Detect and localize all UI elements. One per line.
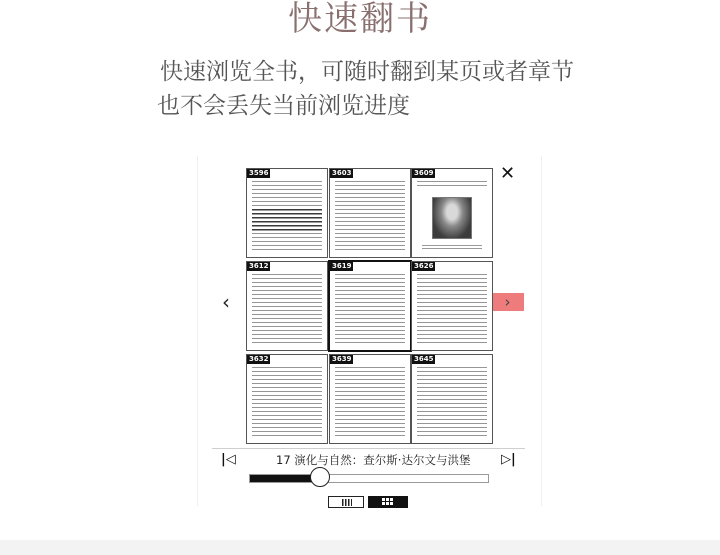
next-page-button[interactable]	[491, 293, 524, 311]
list-view-icon	[342, 499, 352, 506]
page-number: 3596	[249, 169, 269, 177]
highlighted-text	[252, 209, 322, 231]
page-thumbnail[interactable]	[411, 354, 493, 444]
page-thumbnail[interactable]	[246, 354, 328, 444]
progress-slider-handle[interactable]	[310, 467, 330, 487]
page-thumbnail[interactable]	[411, 261, 493, 351]
page-thumbnail[interactable]	[246, 261, 328, 351]
page-thumbnail[interactable]	[329, 168, 411, 258]
page-text-lines	[335, 181, 405, 253]
page-number: 3632	[249, 355, 269, 363]
skip-to-last-icon[interactable]: ▷|	[501, 452, 516, 467]
subtitle-line-1: 快速浏览全书，可随时翻到某页或者章节	[160, 59, 574, 85]
grid-view-button[interactable]	[368, 496, 408, 508]
list-view-button[interactable]	[328, 496, 364, 508]
page-footer-band	[0, 540, 720, 555]
page-title: 快速翻书	[288, 0, 432, 39]
toolbar-divider	[212, 448, 525, 449]
page-thumbnail-current[interactable]	[328, 260, 412, 352]
chevron-right-icon: ›	[504, 293, 511, 311]
page-thumbnail[interactable]	[329, 354, 411, 444]
grid-view-icon	[382, 498, 393, 506]
skip-to-first-icon[interactable]: |◁	[221, 452, 236, 467]
progress-slider[interactable]	[249, 474, 489, 483]
page-number: 3626	[414, 262, 434, 270]
page-number: 3603	[332, 169, 352, 177]
page-thumbnail[interactable]	[411, 168, 493, 258]
close-icon[interactable]: ✕	[500, 163, 516, 184]
page-number: 3645	[414, 355, 434, 363]
page-number: 3619	[332, 262, 352, 270]
page-text-lines	[252, 367, 322, 439]
page-text-lines	[417, 181, 487, 187]
image-caption	[422, 245, 482, 251]
page-text-lines	[252, 274, 322, 346]
page-number: 3639	[332, 355, 352, 363]
page-thumbnail[interactable]	[246, 168, 328, 258]
page-number: 3612	[249, 262, 269, 270]
chevron-left-icon[interactable]: ‹	[222, 290, 230, 314]
page-text-lines	[335, 367, 405, 439]
portrait-image	[432, 197, 472, 239]
page-text-lines	[335, 274, 405, 346]
page-text-lines	[417, 367, 487, 439]
page-text-lines	[417, 274, 487, 346]
subtitle-line-2: 也不会丢失当前浏览进度	[157, 93, 410, 119]
chapter-title: 17 演化与自然：查尔斯·达尔文与洪堡	[276, 453, 471, 467]
page-number: 3609	[414, 169, 434, 177]
view-mode-toggle	[328, 496, 408, 508]
